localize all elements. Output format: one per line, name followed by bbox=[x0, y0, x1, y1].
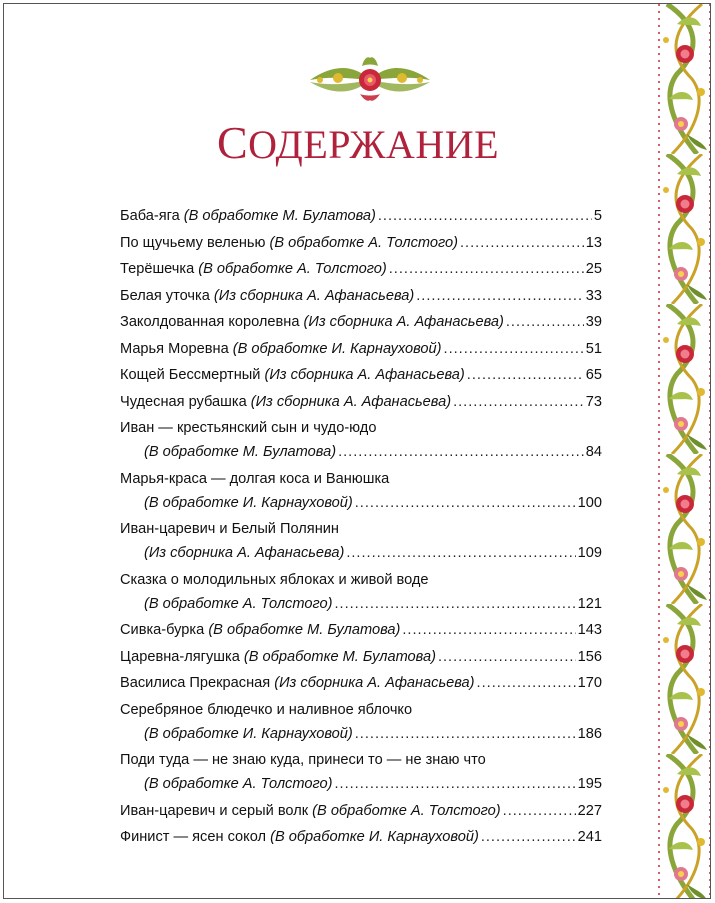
toc-entry-title: Белая уточка bbox=[120, 287, 210, 304]
toc-leader bbox=[467, 363, 584, 387]
toc-entry-source: (Из сборника А. Афанасьева) bbox=[213, 287, 415, 304]
toc-page-number: 156 bbox=[577, 648, 602, 665]
toc-page-number: 39 bbox=[585, 314, 602, 330]
toc-leader bbox=[444, 337, 584, 361]
toc-leader bbox=[503, 799, 576, 823]
toc-page-number: 73 bbox=[585, 393, 602, 410]
toc-entry-title: Иван-царевич и Белый Полянин bbox=[120, 521, 339, 537]
toc-entry-source: (Из сборника А. Афанасьева) bbox=[264, 367, 465, 383]
toc-entry[interactable] bbox=[120, 799, 602, 823]
toc-page-number: 195 bbox=[577, 776, 602, 792]
toc-entry-title: Кощей Бессмертный bbox=[120, 367, 261, 383]
toc-entry[interactable] bbox=[120, 671, 602, 695]
toc-entry-source: (В обработке М. Булатова) bbox=[144, 444, 337, 460]
toc-entry-title: Терёшечка bbox=[120, 261, 195, 277]
toc-leader bbox=[334, 592, 575, 616]
toc-entry[interactable] bbox=[120, 825, 602, 849]
toc-entry[interactable] bbox=[120, 337, 602, 361]
toc-entry[interactable] bbox=[120, 467, 602, 515]
toc-page-number: 5 bbox=[593, 208, 602, 224]
toc-entry-source: (Из сборника А. Афанасьева) bbox=[250, 393, 452, 410]
toc-entry-title: Иван — крестьянский сын и чудо-юдо bbox=[120, 420, 377, 436]
floral-ornament-icon bbox=[302, 56, 438, 104]
toc-entry-title: Финист — ясен сокол bbox=[120, 829, 267, 845]
toc-entry-title: По щучьему веленью bbox=[120, 234, 266, 251]
toc-entry[interactable] bbox=[120, 310, 602, 334]
toc-page-number: 227 bbox=[577, 802, 602, 819]
toc-entry-title: Поди туда — не знаю куда, принеси то — не знаю что bbox=[120, 752, 486, 768]
toc-entry-source: (В обработке А. Толстого) bbox=[144, 776, 333, 792]
toc-leader bbox=[334, 772, 575, 796]
toc-leader bbox=[481, 825, 576, 849]
toc-page-number: 186 bbox=[577, 725, 602, 742]
toc-entry-source: (В обработке А. Толстого) bbox=[198, 261, 387, 277]
toc-entry[interactable] bbox=[120, 257, 602, 281]
toc-leader bbox=[338, 440, 584, 464]
toc-entry-title: Царевна-лягушка bbox=[120, 648, 240, 665]
book-page bbox=[3, 3, 711, 899]
toc-entry[interactable] bbox=[120, 568, 602, 616]
toc-leader bbox=[438, 645, 576, 669]
toc-leader bbox=[378, 204, 592, 228]
toc-entry-title: Серебряное блюдечко и наливное яблочко bbox=[120, 701, 413, 718]
toc-entry-source: (В обработке И. Карнауховой) bbox=[270, 829, 479, 845]
toc-entry-source: (Из сборника А. Афанасьева) bbox=[274, 675, 475, 691]
toc-page-number: 51 bbox=[585, 340, 602, 357]
toc-entry[interactable] bbox=[120, 748, 602, 796]
toc-page-number: 170 bbox=[577, 675, 602, 691]
toc-entry-title: Баба-яга bbox=[120, 208, 180, 224]
toc-entry-source: (В обработке И. Карнауховой) bbox=[144, 725, 353, 742]
toc-entry[interactable] bbox=[120, 231, 602, 255]
toc-entry-title: Иван-царевич и серый волк bbox=[120, 802, 309, 819]
toc-page-number: 25 bbox=[585, 261, 602, 277]
toc-leader bbox=[389, 257, 584, 281]
toc-entry[interactable] bbox=[120, 618, 602, 642]
toc-entry[interactable] bbox=[120, 390, 602, 414]
toc-page-number: 84 bbox=[585, 444, 602, 460]
toc-page-number: 109 bbox=[577, 545, 602, 561]
toc-page-number: 241 bbox=[577, 829, 602, 845]
toc-leader bbox=[355, 722, 576, 746]
toc-entry[interactable] bbox=[120, 204, 602, 228]
toc-entry-title: Марья-краса — долгая коса и Ванюшка bbox=[120, 470, 390, 487]
toc-entry[interactable] bbox=[120, 284, 602, 308]
toc-entry-source: (В обработке А. Толстого) bbox=[144, 595, 333, 612]
toc-entry[interactable] bbox=[120, 517, 602, 565]
toc-page-number: 65 bbox=[585, 367, 602, 383]
toc-entry-source: (В обработке И. Карнауховой) bbox=[232, 340, 442, 357]
toc-entry[interactable] bbox=[120, 645, 602, 669]
decorative-border-icon bbox=[657, 4, 711, 899]
toc-leader bbox=[460, 231, 584, 255]
toc-entry-title: Сивка-бурка bbox=[120, 622, 205, 638]
toc-entry[interactable] bbox=[120, 416, 602, 464]
toc-page-number: 13 bbox=[585, 234, 602, 251]
page-title bbox=[4, 116, 711, 169]
toc-entry-title: Марья Моревна bbox=[120, 340, 229, 357]
toc-leader bbox=[346, 541, 575, 565]
toc-leader bbox=[477, 671, 576, 695]
toc-entry-source: (В обработке М. Булатова) bbox=[183, 208, 376, 224]
toc-entry-source: (Из сборника А. Афанасьева) bbox=[303, 314, 504, 330]
toc-entry-title: Сказка о молодильных яблоках и живой воде bbox=[120, 571, 429, 588]
toc-page-number: 143 bbox=[577, 622, 602, 638]
toc-leader bbox=[402, 618, 575, 642]
toc-page-number: 33 bbox=[585, 287, 602, 304]
toc-leader bbox=[453, 390, 584, 414]
toc-leader bbox=[355, 491, 576, 515]
table-of-contents bbox=[120, 204, 602, 849]
toc-entry[interactable] bbox=[120, 698, 602, 746]
toc-page-number: 121 bbox=[577, 595, 602, 612]
toc-entry-source: (В обработке И. Карнауховой) bbox=[144, 494, 353, 511]
toc-entry-title: Василиса Прекрасная bbox=[120, 675, 271, 691]
toc-entry-source: (В обработке А. Толстого) bbox=[269, 234, 458, 251]
toc-entry[interactable] bbox=[120, 363, 602, 387]
toc-entry-source: (В обработке М. Булатова) bbox=[208, 622, 401, 638]
toc-entry-title: Чудесная рубашка bbox=[120, 393, 247, 410]
toc-leader bbox=[416, 284, 584, 308]
toc-entry-title: Заколдованная королевна bbox=[120, 314, 300, 330]
toc-entry-source: (В обработке А. Толстого) bbox=[312, 802, 501, 819]
toc-entry-source: (В обработке М. Булатова) bbox=[243, 648, 436, 665]
toc-page-number: 100 bbox=[577, 494, 602, 511]
page-title-text: СОДЕРЖАНИЕ bbox=[216, 117, 500, 168]
toc-leader bbox=[506, 310, 584, 334]
toc-entry-source: (Из сборника А. Афанасьева) bbox=[144, 545, 345, 561]
